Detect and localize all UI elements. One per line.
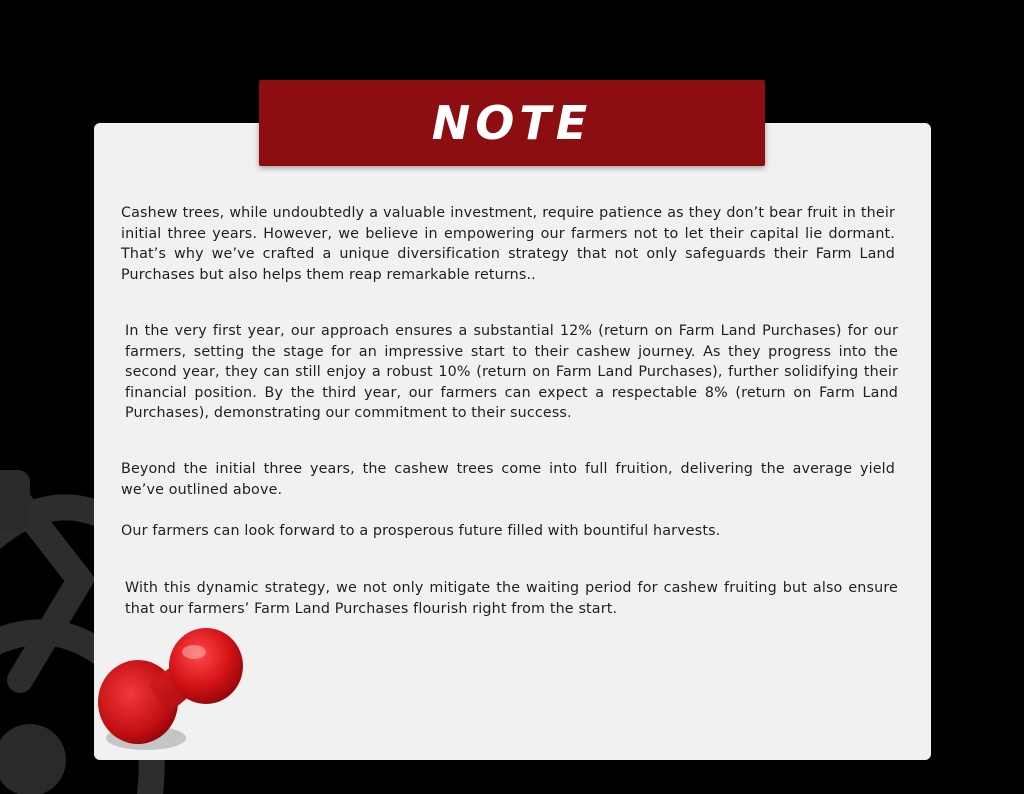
note-paragraph-intro: Cashew trees, while undoubtedly a valuable investment, require patience as they don’t bear fruit in their initial three years. However, we believe in empowering our farmers not to let their capital lie dormant. That’s why we’ve crafted a unique diversification strategy that not only safeguards their Farm Land Purchases but also helps them reap remarkable returns.. [121, 205, 895, 283]
note-paragraph-future: Our farmers can look forward to a prosperous future filled with bountiful harvests. [121, 523, 721, 539]
pushpin-icon [96, 626, 252, 756]
note-paragraph-returns: In the very first year, our approach ensures a substantial 12% (return on Farm Land Purchases) for our farmers, setting the stage for an impressive start to their cashew journey. As they progress into the second year, they can still enjoy a robust 10% (return on Farm Land Purchases), further solidifying their financial position. By the third year, our farmers can expect a respectable 8% (return on Farm Land Purchases), demonstrating our commitment to their success. [125, 323, 898, 422]
note-paragraph-fruition: Beyond the initial three years, the cashew trees come into full fruition, delivering the average yield we’ve outlined above. [121, 461, 895, 498]
note-header-banner [259, 80, 765, 166]
note-title: NOTE [431, 96, 593, 150]
note-paragraph-strategy: With this dynamic strategy, we not only mitigate the waiting period for cashew fruiting but also ensure that our farmers’ Farm Land Purchases flourish right from the start. [125, 580, 898, 617]
